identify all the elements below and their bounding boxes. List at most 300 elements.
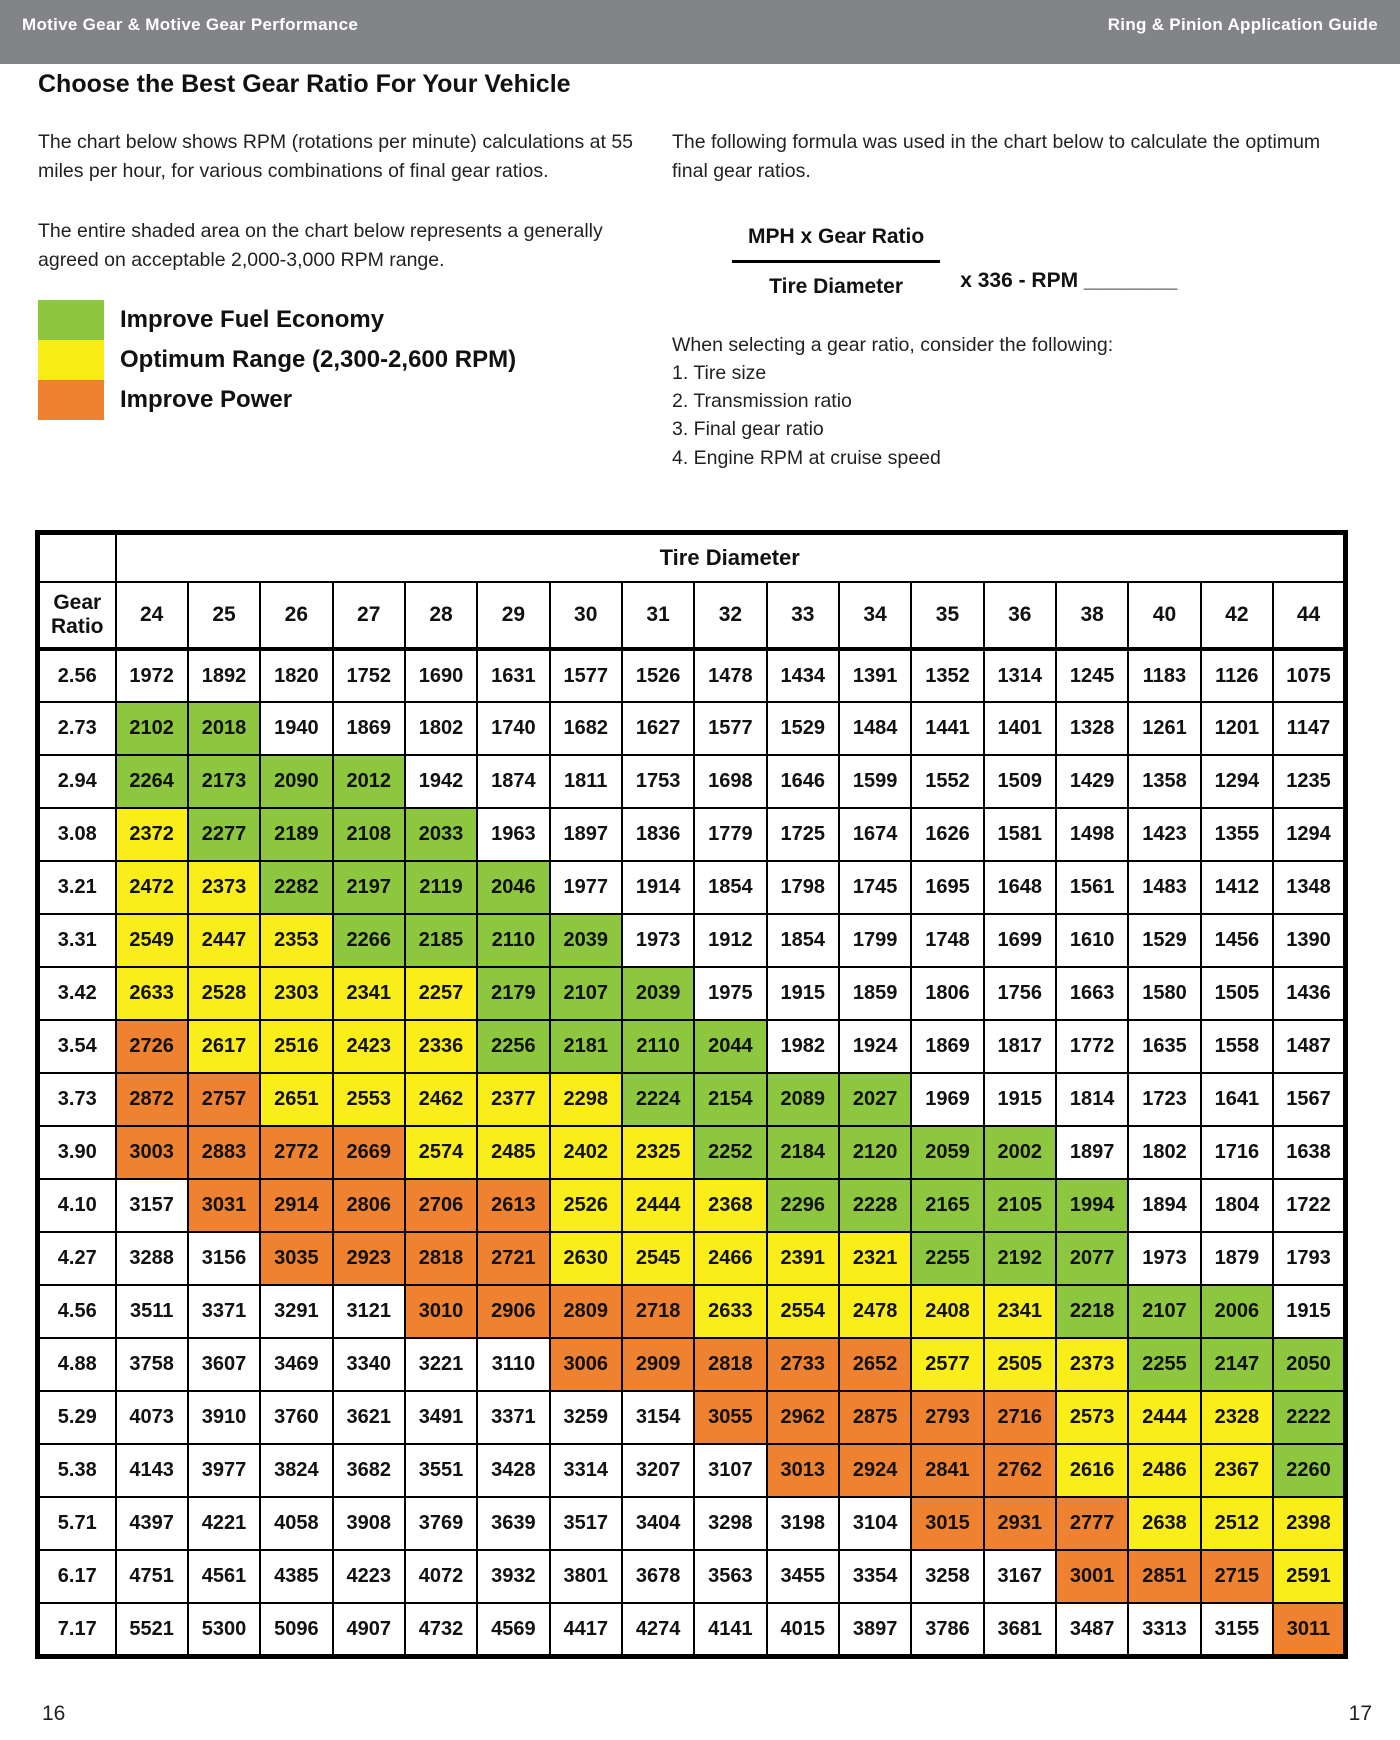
rpm-cell: 1483 [1128,861,1200,914]
rpm-cell: 2793 [911,1391,983,1444]
corner-empty-cell [38,533,116,583]
rpm-cell: 1869 [911,1020,983,1073]
rpm-cell: 3015 [911,1497,983,1550]
considerations-list [672,331,1342,472]
rpm-cell: 4072 [405,1550,477,1603]
rpm-cell: 1682 [550,702,622,755]
rpm-cell: 5521 [116,1603,188,1657]
rpm-cell: 3678 [622,1550,694,1603]
rpm-cell: 1963 [477,808,549,861]
rpm-cell: 1756 [984,967,1056,1020]
rpm-cell: 2033 [405,808,477,861]
rpm-cell: 2154 [694,1073,766,1126]
gear-ratio-formula [732,221,1342,303]
rpm-cell: 3758 [116,1338,188,1391]
rpm-cell: 1391 [839,649,911,702]
rpm-cell: 2328 [1201,1391,1273,1444]
rpm-cell: 2883 [188,1126,260,1179]
rpm-cell: 1753 [622,755,694,808]
rpm-cell: 2573 [1056,1391,1128,1444]
table-row [38,808,1346,861]
rpm-cell: 2252 [694,1126,766,1179]
rpm-cell: 2591 [1273,1550,1346,1603]
rpm-cell: 2089 [767,1073,839,1126]
rpm-cell: 2872 [116,1073,188,1126]
rpm-cell: 2105 [984,1179,1056,1232]
rpm-cell: 1674 [839,808,911,861]
tire-diameter-column-header: 32 [694,582,766,649]
rpm-cell: 3313 [1128,1603,1200,1657]
rpm-cell: 3156 [188,1232,260,1285]
rpm-cell: 2368 [694,1179,766,1232]
rpm-cell: 3157 [116,1179,188,1232]
tire-diameter-column-header: 29 [477,582,549,649]
rpm-cell: 3006 [550,1338,622,1391]
rpm-cell: 1314 [984,649,1056,702]
rpm-cell: 2398 [1273,1497,1346,1550]
rpm-cell: 3104 [839,1497,911,1550]
rpm-cell: 2298 [550,1073,622,1126]
rpm-cell: 3107 [694,1444,766,1497]
rpm-cell: 3259 [550,1391,622,1444]
rpm-cell: 2373 [188,861,260,914]
rpm-cell: 1969 [911,1073,983,1126]
rpm-cell: 1722 [1273,1179,1346,1232]
rpm-cell: 2806 [333,1179,405,1232]
rpm-cell: 2721 [477,1232,549,1285]
rpm-cell: 2841 [911,1444,983,1497]
rpm-table [35,530,1348,1659]
rpm-cell: 2462 [405,1073,477,1126]
rpm-cell: 3551 [405,1444,477,1497]
rpm-cell: 2651 [260,1073,332,1126]
tire-diameter-column-header: 36 [984,582,1056,649]
rpm-cell: 4417 [550,1603,622,1657]
tire-diameter-column-header: 35 [911,582,983,649]
rpm-cell: 1641 [1201,1073,1273,1126]
rpm-cell: 1627 [622,702,694,755]
rpm-cell: 2630 [550,1232,622,1285]
rpm-cell: 2224 [622,1073,694,1126]
rpm-cell: 2931 [984,1497,1056,1550]
page-title: Choose the Best Gear Ratio For Your Vehicle [38,70,571,98]
rpm-cell: 3455 [767,1550,839,1603]
rpm-cell: 2012 [333,755,405,808]
rpm-cell: 2110 [622,1020,694,1073]
table-row [38,1232,1346,1285]
rpm-cell: 2633 [694,1285,766,1338]
rpm-cell: 3288 [116,1232,188,1285]
orange-swatch [38,380,104,420]
rpm-cell: 2044 [694,1020,766,1073]
rpm-cell: 4058 [260,1497,332,1550]
rpm-cell: 2718 [622,1285,694,1338]
table-row [38,1497,1346,1550]
considerations-lead: When selecting a gear ratio, consider the following: [672,333,1114,356]
rpm-cell: 2006 [1201,1285,1273,1338]
table-row [38,1391,1346,1444]
rpm-cell: 2046 [477,861,549,914]
legend-label: Improve Power [120,386,293,413]
rpm-cell: 1484 [839,702,911,755]
rpm-cell: 2716 [984,1391,1056,1444]
rpm-cell: 2218 [1056,1285,1128,1338]
rpm-cell: 3517 [550,1497,622,1550]
rpm-cell: 3003 [116,1126,188,1179]
rpm-cell: 3563 [694,1550,766,1603]
rpm-cell: 1348 [1273,861,1346,914]
rpm-cell: 3621 [333,1391,405,1444]
rpm-cell: 3404 [622,1497,694,1550]
table-row [38,1020,1346,1073]
gear-ratio-cell: 4.88 [38,1338,116,1391]
rpm-cell: 1599 [839,755,911,808]
rpm-cell: 2466 [694,1232,766,1285]
rpm-cell: 1509 [984,755,1056,808]
rpm-cell: 2077 [1056,1232,1128,1285]
rpm-cell: 1412 [1201,861,1273,914]
rpm-cell: 2818 [694,1338,766,1391]
rpm-cell: 2257 [405,967,477,1020]
rpm-cell: 1804 [1201,1179,1273,1232]
gear-ratio-cell: 3.08 [38,808,116,861]
rpm-cell: 3298 [694,1497,766,1550]
rpm-cell: 1558 [1201,1020,1273,1073]
rpm-cell: 2353 [260,914,332,967]
rpm-cell: 2181 [550,1020,622,1073]
rpm-cell: 2165 [911,1179,983,1232]
rpm-cell: 1580 [1128,967,1200,1020]
rpm-cell: 3167 [984,1550,1056,1603]
table-row [38,1073,1346,1126]
rpm-cell: 3121 [333,1285,405,1338]
rpm-cell: 2554 [767,1285,839,1338]
tire-diameter-column-header: 30 [550,582,622,649]
rpm-cell: 1874 [477,755,549,808]
rpm-cell: 1261 [1128,702,1200,755]
intro-paragraph-2: The entire shaded area on the chart below represents a generally agreed on acceptable 2,000-3,000 RPM range. [38,219,603,271]
rpm-cell: 2777 [1056,1497,1128,1550]
rpm-cell: 1567 [1273,1073,1346,1126]
formula-column [672,128,1342,472]
rpm-cell: 2260 [1273,1444,1346,1497]
rpm-cell: 1879 [1201,1232,1273,1285]
rpm-cell: 4397 [116,1497,188,1550]
rpm-cell: 2875 [839,1391,911,1444]
formula-suffix: x 336 - RPM ________ [960,269,1178,292]
legend-item-optimum-range [38,340,516,380]
rpm-cell: 2184 [767,1126,839,1179]
gear-ratio-cell: 4.56 [38,1285,116,1338]
rpm-cell: 1745 [839,861,911,914]
rpm-cell: 2715 [1201,1550,1273,1603]
rpm-cell: 4221 [188,1497,260,1550]
rpm-cell: 2018 [188,702,260,755]
rpm-cell: 1638 [1273,1126,1346,1179]
rpm-cell: 2638 [1128,1497,1200,1550]
rpm-cell: 3314 [550,1444,622,1497]
gear-ratio-cell: 3.31 [38,914,116,967]
gear-ratio-cell: 3.21 [38,861,116,914]
gear-ratio-cell: 7.17 [38,1603,116,1657]
tire-diameter-title: Tire Diameter [116,533,1346,583]
gear-ratio-cell: 2.94 [38,755,116,808]
rpm-cell: 1401 [984,702,1056,755]
rpm-cell: 3469 [260,1338,332,1391]
gear-ratio-cell: 4.10 [38,1179,116,1232]
rpm-cell: 4751 [116,1550,188,1603]
rpm-cell: 1498 [1056,808,1128,861]
rpm-cell: 1577 [550,649,622,702]
rpm-cell: 1859 [839,967,911,1020]
rpm-cell: 2962 [767,1391,839,1444]
tire-diameter-column-header: 25 [188,582,260,649]
rpm-cell: 2423 [333,1020,405,1073]
rpm-cell: 3198 [767,1497,839,1550]
table-row [38,702,1346,755]
rpm-cell: 2909 [622,1338,694,1391]
rpm-cell: 1456 [1201,914,1273,967]
rpm-cell: 1690 [405,649,477,702]
consideration-item: 2. Transmission ratio [672,390,852,413]
rpm-cell: 2577 [911,1338,983,1391]
rpm-cell: 2222 [1273,1391,1346,1444]
rpm-cell: 3932 [477,1550,549,1603]
rpm-cell: 2633 [116,967,188,1020]
rpm-cell: 4732 [405,1603,477,1657]
rpm-cell: 2282 [260,861,332,914]
rpm-cell: 1201 [1201,702,1273,755]
table-row [38,967,1346,1020]
rpm-cell: 2102 [116,702,188,755]
gear-ratio-cell: 5.38 [38,1444,116,1497]
rpm-cell: 1294 [1201,755,1273,808]
rpm-cell: 1648 [984,861,1056,914]
rpm-cell: 2772 [260,1126,332,1179]
rpm-cell: 2107 [550,967,622,1020]
rpm-cell: 3769 [405,1497,477,1550]
rpm-cell: 2107 [1128,1285,1200,1338]
rpm-cell: 1973 [622,914,694,967]
rpm-cell: 3031 [188,1179,260,1232]
rpm-cell: 2108 [333,808,405,861]
tire-diameter-column-header: 33 [767,582,839,649]
rpm-cell: 1994 [1056,1179,1128,1232]
rpm-cell: 5096 [260,1603,332,1657]
rpm-cell: 1126 [1201,649,1273,702]
rpm-cell: 2255 [1128,1338,1200,1391]
rpm-cell: 1915 [1273,1285,1346,1338]
rpm-cell: 1183 [1128,649,1200,702]
rpm-cell: 1552 [911,755,983,808]
rpm-cell: 1581 [984,808,1056,861]
rpm-cell: 2189 [260,808,332,861]
rpm-cell: 1561 [1056,861,1128,914]
formula-fraction [732,221,940,303]
rpm-cell: 2553 [333,1073,405,1126]
rpm-cell: 1854 [767,914,839,967]
rpm-cell: 2336 [405,1020,477,1073]
rpm-cell: 4073 [116,1391,188,1444]
gear-ratio-cell: 3.54 [38,1020,116,1073]
rpm-cell: 3010 [405,1285,477,1338]
rpm-cell: 2447 [188,914,260,967]
rpm-cell: 2616 [1056,1444,1128,1497]
rpm-cell: 1799 [839,914,911,967]
rpm-cell: 2391 [767,1232,839,1285]
rpm-cell: 1836 [622,808,694,861]
rpm-cell: 1897 [550,808,622,861]
table-row [38,914,1346,967]
rpm-cell: 1635 [1128,1020,1200,1073]
rpm-cell: 2923 [333,1232,405,1285]
rpm-cell: 2341 [984,1285,1056,1338]
table-row [38,1603,1346,1657]
intro-column [38,128,638,275]
rpm-cell: 2486 [1128,1444,1200,1497]
formula-numerator: MPH x Gear Ratio [732,221,940,264]
table-row [38,1126,1346,1179]
rpm-cell: 1772 [1056,1020,1128,1073]
rpm-cell: 1716 [1201,1126,1273,1179]
rpm-cell: 1663 [1056,967,1128,1020]
yellow-swatch [38,340,104,380]
rpm-cell: 4274 [622,1603,694,1657]
rpm-cell: 2545 [622,1232,694,1285]
rpm-cell: 2059 [911,1126,983,1179]
tire-diameter-column-header: 31 [622,582,694,649]
rpm-cell: 2444 [622,1179,694,1232]
rpm-cell: 1646 [767,755,839,808]
rpm-cell: 1429 [1056,755,1128,808]
rpm-cell: 1723 [1128,1073,1200,1126]
table-title-row [38,533,1346,583]
tire-diameter-column-header: 34 [839,582,911,649]
rpm-cell: 2296 [767,1179,839,1232]
gear-ratio-cell: 6.17 [38,1550,116,1603]
rpm-cell: 1355 [1201,808,1273,861]
rpm-cell: 2726 [116,1020,188,1073]
rpm-cell: 3207 [622,1444,694,1497]
rpm-cell: 1075 [1273,649,1346,702]
rpm-cell: 1529 [1128,914,1200,967]
gear-ratio-cell: 2.73 [38,702,116,755]
rpm-cell: 2613 [477,1179,549,1232]
rpm-cell: 4015 [767,1603,839,1657]
rpm-cell: 2027 [839,1073,911,1126]
gear-ratio-cell: 5.29 [38,1391,116,1444]
rpm-cell: 3487 [1056,1603,1128,1657]
rpm-cell: 1441 [911,702,983,755]
rpm-cell: 3011 [1273,1603,1346,1657]
rpm-cell: 2444 [1128,1391,1200,1444]
rpm-cell: 1817 [984,1020,1056,1073]
rpm-cell: 4569 [477,1603,549,1657]
rpm-cell: 3354 [839,1550,911,1603]
rpm-cell: 2526 [550,1179,622,1232]
header-guide-title: Ring & Pinion Application Guide [1107,15,1378,34]
rpm-cell: 3013 [767,1444,839,1497]
table-row [38,861,1346,914]
rpm-cell: 2002 [984,1126,1056,1179]
rpm-cell: 3801 [550,1550,622,1603]
rpm-cell: 1352 [911,649,983,702]
rpm-cell: 2372 [116,808,188,861]
rpm-cell: 3511 [116,1285,188,1338]
rpm-cell: 3682 [333,1444,405,1497]
rpm-cell: 4561 [188,1550,260,1603]
rpm-cell: 1972 [116,649,188,702]
rpm-cell: 1529 [767,702,839,755]
rpm-cell: 2050 [1273,1338,1346,1391]
legend-label: Improve Fuel Economy [120,306,385,333]
table-row [38,1550,1346,1603]
rpm-cell: 2228 [839,1179,911,1232]
tire-diameter-column-header: 24 [116,582,188,649]
rpm-cell: 2733 [767,1338,839,1391]
rpm-cell: 1811 [550,755,622,808]
tire-diameter-column-header: 27 [333,582,405,649]
rpm-cell: 2512 [1201,1497,1273,1550]
rpm-cell: 3154 [622,1391,694,1444]
rpm-cell: 3340 [333,1338,405,1391]
rpm-cell: 2039 [622,967,694,1020]
rpm-cell: 2255 [911,1232,983,1285]
rpm-cell: 3908 [333,1497,405,1550]
rpm-cell: 3681 [984,1603,1056,1657]
rpm-cell: 2325 [622,1126,694,1179]
rpm-cell: 1698 [694,755,766,808]
page-number-left: 16 [42,1702,66,1725]
rpm-cell: 3155 [1201,1603,1273,1657]
rpm-cell: 1802 [405,702,477,755]
rpm-cell: 1894 [1128,1179,1200,1232]
tire-diameter-column-header: 26 [260,582,332,649]
gear-ratio-cell: 3.90 [38,1126,116,1179]
rpm-cell: 1699 [984,914,1056,967]
gear-ratio-cell: 4.27 [38,1232,116,1285]
rpm-cell: 1854 [694,861,766,914]
legend-label: Optimum Range (2,300-2,600 RPM) [120,346,517,373]
rpm-cell: 3910 [188,1391,260,1444]
rpm-cell: 3607 [188,1338,260,1391]
table-row [38,1338,1346,1391]
rpm-cell: 4907 [333,1603,405,1657]
rpm-cell: 2809 [550,1285,622,1338]
rpm-cell: 1487 [1273,1020,1346,1073]
tire-diameter-column-header: 42 [1201,582,1273,649]
rpm-cell: 2119 [405,861,477,914]
rpm-cell: 3824 [260,1444,332,1497]
rpm-cell: 2192 [984,1232,1056,1285]
table-row [38,649,1346,702]
rpm-cell: 1695 [911,861,983,914]
rpm-cell: 3760 [260,1391,332,1444]
rpm-cell: 1390 [1273,914,1346,967]
rpm-cell: 1328 [1056,702,1128,755]
rpm-cell: 3491 [405,1391,477,1444]
formula-denominator: Tire Diameter [769,275,904,298]
rpm-cell: 2110 [477,914,549,967]
tire-diameter-column-header: 28 [405,582,477,649]
table-row [38,755,1346,808]
rpm-cell: 3428 [477,1444,549,1497]
rpm-cell: 1973 [1128,1232,1200,1285]
table-row [38,1179,1346,1232]
rpm-cell: 2914 [260,1179,332,1232]
rpm-cell: 1942 [405,755,477,808]
rpm-cell: 2256 [477,1020,549,1073]
